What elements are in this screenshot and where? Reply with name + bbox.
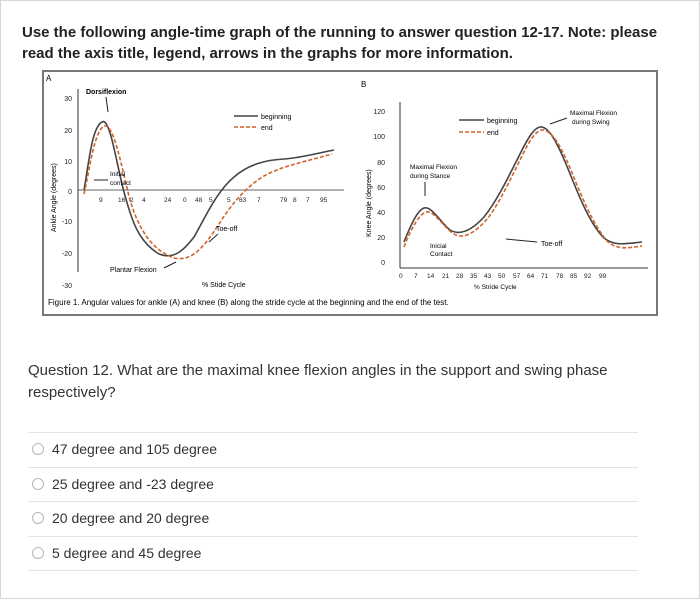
option-row[interactable] — [28, 432, 638, 467]
ann-maxflex-swing-1: Maximal Flexion — [570, 110, 617, 117]
ankle-xtick: 24 — [164, 197, 172, 204]
ankle-xtick: 16 — [118, 197, 126, 204]
radio-button[interactable] — [32, 547, 44, 559]
ann-plantar: Plantar Flexion — [110, 267, 157, 274]
knee-xtick: 21 — [442, 273, 450, 280]
option-label[interactable]: 47 degree and 105 degree — [52, 441, 218, 457]
knee-ytick: 0 — [381, 260, 385, 267]
answer-options — [28, 432, 638, 571]
ann-initial: Initial — [110, 171, 126, 178]
knee-xtick: 57 — [513, 273, 521, 280]
ankle-xtick: 5 — [209, 197, 213, 204]
figure-1 — [42, 70, 658, 316]
knee-xtick: 7 — [414, 273, 418, 280]
ann-plantar-arrow — [164, 262, 176, 268]
knee-xtick: 99 — [599, 273, 607, 280]
knee-xtick: 28 — [456, 273, 464, 280]
ann-knee-toeoff-arrow — [506, 239, 537, 242]
ankle-ytick: 10 — [64, 159, 72, 166]
ann-maxflex-stance-1: Maximal Flexion — [410, 164, 457, 171]
ann-dorsiflexion-arrow — [106, 97, 108, 112]
knee-xtick: 43 — [484, 273, 492, 280]
knee-ytick: 80 — [377, 160, 385, 167]
ankle-xtick: 8 — [293, 197, 297, 204]
ankle-curve-end — [84, 126, 332, 259]
knee-ytick: 100 — [373, 134, 385, 141]
ankle-xtick: 5 — [227, 197, 231, 204]
ankle-chart — [51, 89, 344, 290]
ankle-legend-beginning: beginning — [261, 114, 292, 121]
knee-x-label: % Stride Cycle — [474, 284, 517, 291]
ankle-xtick: 95 — [320, 197, 328, 204]
knee-x-ticks — [399, 273, 607, 280]
figure-caption: Figure 1. Angular values for ankle (A) and knee (B) along the stride cycle at the beginning and the end of the test. — [48, 298, 449, 307]
instruction-text: Use the following angle-time graph of the running to answer question 12-17. Note: please read the axis title, legend, arrows in the graphs for more information. — [22, 24, 658, 62]
knee-xtick: 85 — [570, 273, 578, 280]
knee-xtick: 0 — [399, 273, 403, 280]
knee-curve-beginning — [404, 127, 642, 244]
knee-chart — [366, 102, 648, 291]
ann-dorsiflexion: Dorsiflexion — [86, 89, 127, 96]
knee-y-ticks — [373, 109, 385, 267]
ankle-xtick: 7 — [257, 197, 261, 204]
option-label[interactable]: 20 degree and 20 degree — [52, 510, 210, 526]
ankle-y-ticks — [62, 96, 72, 290]
option-label[interactable]: 25 degree and -23 degree — [52, 475, 214, 492]
panel-b-label: B — [361, 80, 367, 89]
panel-a-label: A — [46, 74, 52, 83]
knee-ytick: 40 — [377, 210, 385, 217]
ankle-xtick: 9 — [99, 197, 103, 204]
option-row[interactable] — [28, 467, 638, 502]
knee-ytick: 60 — [377, 185, 385, 192]
knee-legend-beginning: beginning — [487, 118, 518, 125]
knee-xtick: 50 — [498, 273, 506, 280]
knee-xtick: 35 — [470, 273, 478, 280]
ankle-x-label: % Stide Cycle — [202, 282, 246, 289]
ankle-curve-beginning — [84, 122, 334, 256]
ankle-xtick: 7 — [306, 197, 310, 204]
option-row[interactable] — [28, 536, 638, 572]
ann-knee-toeoff: Toe-off — [541, 241, 563, 248]
ankle-xtick: 2 — [130, 197, 134, 204]
ankle-xtick: 0 — [183, 197, 187, 204]
ann-knee-contact: Contact — [430, 251, 453, 258]
knee-xtick: 92 — [584, 273, 592, 280]
knee-legend-end: end — [487, 130, 499, 137]
option-label[interactable]: 5 degree and 45 degree — [52, 544, 202, 561]
ankle-xtick: 63 — [239, 197, 247, 204]
radio-button[interactable] — [32, 512, 44, 524]
knee-y-label: Knee Angle (degrees) — [366, 169, 373, 237]
question-text: Question 12. What are the maximal knee flexion angles in the support and swing phase respectively? — [28, 362, 608, 401]
knee-xtick: 14 — [427, 273, 435, 280]
ankle-ytick: -20 — [61, 251, 72, 258]
ann-toeoff: Toe-off — [216, 226, 238, 233]
figure-svg — [44, 72, 656, 314]
ankle-ytick: -10 — [61, 219, 72, 226]
ann-contact: contact — [110, 180, 131, 187]
radio-button[interactable] — [32, 478, 44, 490]
ann-maxflex-stance-2: during Stance — [410, 173, 451, 180]
ankle-xtick: 79 — [280, 197, 288, 204]
option-row[interactable] — [28, 501, 638, 536]
ankle-ytick: 20 — [64, 128, 72, 135]
knee-xtick: 64 — [527, 273, 535, 280]
ann-knee-initial: Inicial — [430, 243, 447, 250]
knee-xtick: 71 — [541, 273, 549, 280]
ankle-legend-end: end — [261, 125, 273, 132]
ann-maxflex-swing-2: during Swing — [572, 119, 610, 126]
knee-ytick: 120 — [373, 109, 385, 116]
ankle-xtick: 4 — [142, 197, 146, 204]
knee-ytick: 20 — [377, 235, 385, 242]
radio-button[interactable] — [32, 443, 44, 455]
ankle-y-label: Ankle Angle (degrees) — [51, 163, 58, 232]
ann-maxflex-swing-arrow — [550, 118, 567, 124]
knee-xtick: 78 — [556, 273, 564, 280]
ankle-xtick: 48 — [195, 197, 203, 204]
ankle-ytick: 0 — [68, 189, 72, 196]
ankle-ytick: -30 — [61, 283, 72, 290]
ankle-ytick: 30 — [64, 96, 72, 103]
